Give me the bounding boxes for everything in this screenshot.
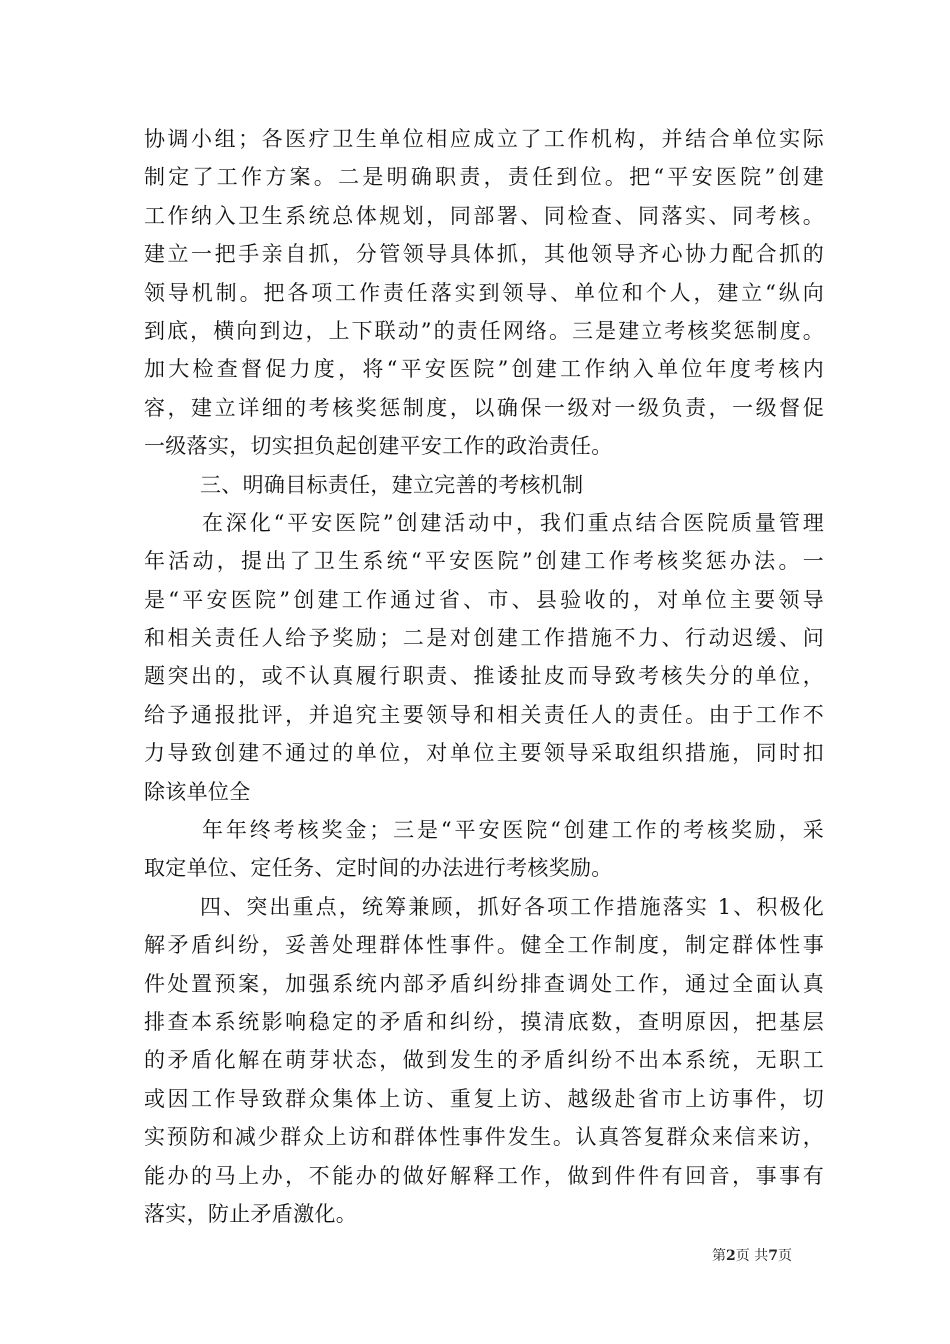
text-line: 或因工作导致群众集体上访、重复上访、越级赴省市上访事件，切 (144, 1086, 824, 1111)
text-line: 题突出的，或不认真履行职责、推诿扯皮而导致考核失分的单位， (144, 664, 824, 689)
text-line: 解矛盾纠纷，妥善处理群体性事件。健全工作制度，制定群体性事 (144, 933, 824, 958)
text-line: 是“平安医院”创建工作通过省、市、县验收的，对单位主要领导 (144, 587, 824, 612)
text-line: 协调小组；各医疗卫生单位相应成立了工作机构，并结合单位实际 (144, 127, 824, 151)
footer-middle: 页 共 (735, 1248, 769, 1264)
document-body (144, 120, 824, 1233)
text-line: 年年终考核奖金；三是“平安医院“创建工作的考核奖励，采 (202, 818, 824, 843)
text-line: 在深化“平安医院”创建活动中，我们重点结合医院质量管理 (202, 510, 824, 535)
section-heading-line: 三、明确目标责任，建立完善的考核机制 (200, 472, 584, 497)
page-number-footer (712, 1248, 792, 1264)
text-line: 的矛盾化解在萌芽状态，做到发生的矛盾纠纷不出本系统，无职工 (144, 1048, 824, 1073)
text-line: 能办的马上办，不能办的做好解释工作，做到件件有回音，事事有 (144, 1163, 824, 1188)
footer-prefix: 第 (712, 1248, 726, 1264)
text-line: 除该单位全 (144, 779, 251, 804)
text-line: 给予通报批评，并追究主要领导和相关责任人的责任。由于工作不 (144, 702, 824, 727)
text-line: 力导致创建不通过的单位，对单位主要领导采取组织措施，同时扣 (144, 741, 824, 766)
text-line: 到底，横向到边，上下联动”的责任网络。三是建立考核奖惩制度。 (144, 318, 824, 343)
footer-total-pages: 7 (768, 1248, 778, 1264)
text-line: 一级落实，切实担负起创建平安工作的政治责任。 (144, 434, 613, 459)
text-line: 工作纳入卫生系统总体规划，同部署、同检查、同落实、同考核。 (144, 203, 824, 228)
text-line: 落实，防止矛盾激化。 (144, 1201, 357, 1226)
text-line: 建立一把手亲自抓，分管领导具体抓，其他领导齐心协力配合抓的 (144, 242, 824, 267)
text-line: 年活动，提出了卫生系统“平安医院”创建工作考核奖惩办法。一 (144, 549, 824, 574)
footer-current-page: 2 (726, 1248, 736, 1264)
text-line: 容，建立详细的考核奖惩制度，以确保一级对一级负责，一级督促 (144, 395, 824, 420)
text-line: 领导机制。把各项工作责任落实到领导、单位和个人，建立“纵向 (144, 280, 824, 305)
text-line: 排查本系统影响稳定的矛盾和纠纷，摸清底数，查明原因，把基层 (144, 1009, 824, 1034)
section-heading-line: 四、突出重点，统筹兼顾，抓好各项工作措施落实 1、积极化 (200, 894, 824, 919)
footer-suffix: 页 (777, 1248, 792, 1264)
text-line: 加大检查督促力度，将“平安医院”创建工作纳入单位年度考核内 (144, 357, 824, 382)
text-line: 件处置预案，加强系统内部矛盾纠纷排查调处工作，通过全面认真 (144, 971, 824, 996)
text-line: 取定单位、定任务、定时间的办法进行考核奖励。 (144, 856, 613, 881)
text-line: 实预防和减少群众上访和群体性事件发生。认真答复群众来信来访， (144, 1125, 824, 1150)
text-line: 和相关责任人给予奖励；二是对创建工作措施不力、行动迟缓、问 (144, 626, 824, 651)
text-line: 制定了工作方案。二是明确职责，责任到位。把“平安医院”创建 (144, 165, 824, 190)
